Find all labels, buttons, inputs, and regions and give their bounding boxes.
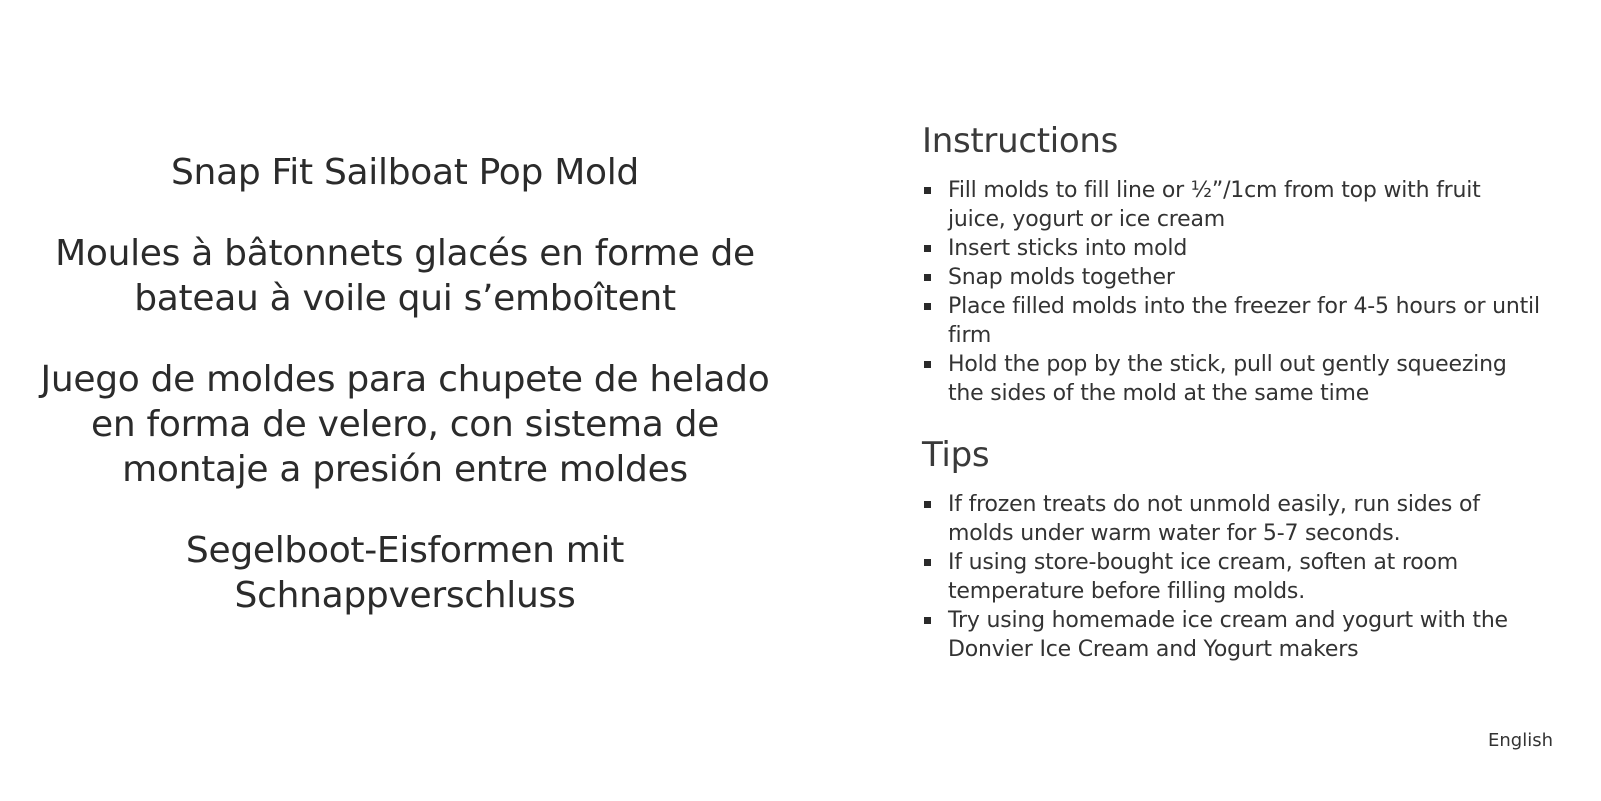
title-line: Snap Fit Sailboat Pop Mold — [171, 152, 639, 193]
title-english — [30, 150, 780, 195]
product-titles — [30, 150, 780, 654]
title-spanish — [30, 357, 780, 492]
tip-item: If using store-bought ice cream, soften at room temperature before filling molds. — [922, 548, 1542, 606]
instruction-item: Insert sticks into mold — [922, 234, 1542, 263]
instructions-heading: Instructions — [922, 121, 1119, 161]
title-line: Juego de moldes para chupete de helado — [40, 359, 770, 400]
title-line: Schnappverschluss — [234, 575, 576, 616]
tip-item: Try using homemade ice cream and yogurt with the Donvier Ice Cream and Yogurt makers — [922, 606, 1542, 664]
instruction-item: Hold the pop by the stick, pull out gently squeezing the sides of the mold at the same time — [922, 350, 1542, 408]
tips-list — [922, 490, 1542, 664]
instruction-item: Snap molds together — [922, 263, 1542, 292]
tip-item: If frozen treats do not unmold easily, run sides of molds under warm water for 5-7 seconds. — [922, 490, 1542, 548]
title-line: en forma de velero, con sistema de — [90, 404, 720, 445]
title-line: Moules à bâtonnets glacés en forme de — [55, 233, 755, 274]
language-label: English — [1488, 730, 1553, 751]
instruction-item: Place filled molds into the freezer for 4-5 hours or until firm — [922, 292, 1542, 350]
title-line: montaje a presión entre moldes — [122, 449, 688, 490]
instruction-item: Fill molds to fill line or ½”/1cm from top with fruit juice, yogurt or ice cream — [922, 176, 1542, 234]
title-german — [30, 528, 780, 618]
tips-heading: Tips — [922, 435, 990, 475]
title-french — [30, 231, 780, 321]
instructions-list — [922, 176, 1542, 408]
title-line: bateau à voile qui s’emboîtent — [134, 278, 676, 319]
instructions-column — [922, 120, 1542, 690]
title-line: Segelboot-Eisformen mit — [185, 530, 625, 571]
